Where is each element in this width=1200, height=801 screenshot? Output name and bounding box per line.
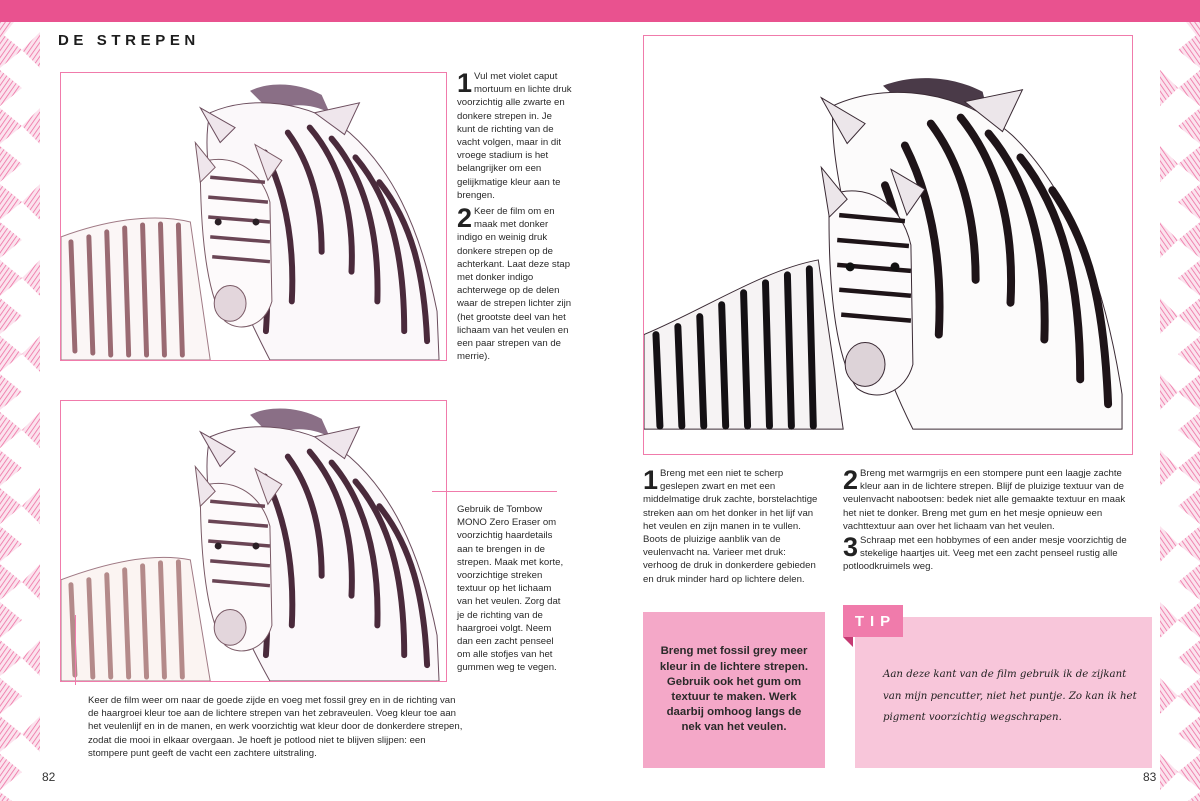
left-step-2-number: 2: [457, 203, 473, 233]
page-number-left: 82: [42, 770, 56, 784]
eraser-note-pointer-line: [432, 491, 557, 492]
left-step-1-number: 1: [457, 68, 473, 98]
left-step-1-text: Vul met violet caput mortuum en lichte druk voorzichtig alle zwarte en donkere strepen in. Je kunt de richting van de vacht volgen, maar in dit vroege stadium is het belangrijker om een gelijkmatige kleur aan te brengen.: [457, 71, 572, 201]
left-zigzag-border: [0, 22, 40, 801]
right-step-2-number: 2: [843, 465, 859, 495]
zebra-illustration-final: [643, 35, 1133, 455]
eraser-note: Gebruik de Tombow MONO Zero Eraser om voorzichtig haardetails aan te brengen in de strepen. Maak met korte, voorzichtige streken textuur op het lichaam van het veulen. Zorg dat je de richting van de haargroei volgt. Neem dan een zacht penseel om alle stofjes van het gummen weg te vegen.: [457, 504, 564, 674]
right-step-3-number: 3: [843, 532, 859, 562]
page-number-right: 83: [1143, 770, 1157, 784]
caption-pointer-line: [75, 615, 76, 685]
zebra-illustration-step1: [60, 72, 447, 361]
fossil-grey-callout-text: Breng met fossil grey meer kleur in de lichtere strepen. Gebruik ook het gum om textuur te maken. Werk daarbij omhoog langs de nek van het veulen.: [659, 645, 809, 734]
tip-label-fold: [843, 637, 853, 647]
right-step-2: [843, 467, 1133, 533]
left-step-1: [457, 70, 572, 202]
left-step-2: [457, 205, 572, 363]
right-step-2-text: Breng met warmgrijs en een stompere punt een laagje zachte kleur aan in de lichtere strepen. Blijf de pluizige textuur van de veulenvacht nabootsen: bedek niet alle gemaakte textuur en maak het niet te donker. Breng met gum en het mesje opnieuw een vachttextuur aan over het lichaam van het veulen.: [843, 468, 1126, 532]
zebra-illustration-step3: [60, 400, 447, 682]
tip-label: TIP: [843, 605, 903, 637]
fossil-grey-callout: [643, 612, 825, 768]
right-step-3-text: Schraap met een hobbymes of een ander mesje voorzichtig de stekelige haartjes uit. Veeg met een zacht penseel rustig alle potloodkruimels weg.: [843, 535, 1127, 573]
tip-text: Aan deze kant van de film gebruik ik de zijkant van mijn pencutter, niet het puntje. Zo kan ik het pigment voorzichtig wegschrapen.: [883, 669, 1137, 723]
right-step-1: [643, 467, 823, 586]
bottom-caption: Keer de film weer om naar de goede zijde en voeg met fossil grey en in de richting van de haargroei kleur toe aan de lichtere strepen van het zebraveulen. Voeg kleur toe aan het veulenlijf en in de manen, en werk voorzichtig wat kleur door de donkerdere strepen, zodat die mooi in elkaar overgaan. Je hoeft je potlood niet te blijven slijpen: een stompere punt geeft de vacht een zachtere uitstraling.: [88, 695, 463, 759]
top-accent-bar: [0, 0, 1200, 22]
section-title: DE STREPEN: [58, 32, 200, 49]
right-zigzag-border: [1160, 22, 1200, 801]
right-step-3: [843, 534, 1133, 574]
right-step-1-number: 1: [643, 465, 659, 495]
left-step-2-text: Keer de film om en maak met donker indigo en weinig druk donkere strepen op de achterkant. Laat deze stap met donker indigo achterwege op de delen waar de strepen lichter zijn (het grootste deel van het lichaam van het veulen en een paar strepen van de merrie).: [457, 206, 572, 363]
right-step-1-text: Breng met een niet te scherp geslepen zwart en met een middelmatige druk zachte, borstelachtige streken aan om het donker in het lijf van het veulen en zijn manen in te vullen. Boots de pluizige aanblik van de veulenvacht na. Varieer met druk: verhoog de druk in donkerdere gebieden en druk minder hard op lichtere delen.: [643, 468, 818, 585]
